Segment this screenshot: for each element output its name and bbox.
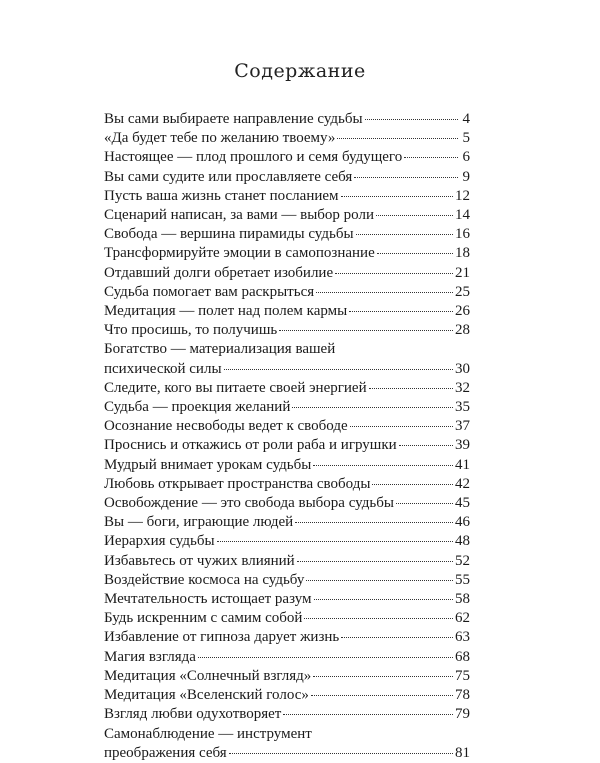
- toc-page-number: 16: [455, 226, 470, 243]
- toc-entry-continuation: [104, 744, 470, 763]
- dot-leader: [369, 388, 453, 389]
- toc-page-number: 46: [455, 514, 470, 531]
- page-title: Содержание: [234, 60, 366, 82]
- toc-page-number: 63: [455, 629, 470, 646]
- toc-entry: [104, 590, 470, 609]
- toc-page-number: 55: [455, 571, 470, 588]
- toc-page-number: 75: [455, 667, 470, 684]
- toc-entry: [104, 148, 470, 167]
- toc-entry-title: Медитация «Вселенский голос»: [104, 687, 309, 704]
- dot-leader: [229, 753, 453, 754]
- toc-entry: [104, 725, 470, 744]
- toc-page-number: 25: [455, 283, 470, 300]
- toc-entry-title: Иерархия судьбы: [104, 533, 215, 550]
- toc-page-number: 6: [462, 149, 470, 166]
- dot-leader: [372, 484, 453, 485]
- toc-page-number: 48: [455, 533, 470, 550]
- toc-entry-title: Сценарий написан, за вами — выбор роли: [104, 207, 374, 224]
- dot-leader: [283, 714, 453, 715]
- toc-entry: [104, 110, 470, 129]
- toc-entry-title-line2: преображения себя: [104, 744, 227, 761]
- toc-entry-title: Любовь открывает пространства свободы: [104, 475, 371, 492]
- dot-leader: [399, 445, 453, 446]
- toc-entry-title: Что просишь, то получишь: [104, 322, 278, 339]
- toc-entry: [104, 571, 470, 590]
- toc-entry-title: Вы — боги, играющие людей: [104, 514, 294, 531]
- dot-leader: [295, 522, 453, 523]
- toc-entry: [104, 302, 470, 321]
- toc-entry-title: Избавление от гипноза дарует жизнь: [104, 629, 340, 646]
- toc-entry-title: Свобода — вершина пирамиды судьбы: [104, 226, 354, 243]
- toc-page-number: 9: [462, 168, 470, 185]
- toc-page-number: 45: [455, 495, 470, 512]
- toc-entry: [104, 206, 470, 225]
- dot-leader: [341, 637, 453, 638]
- toc-entry-title: Пусть ваша жизнь станет посланием: [104, 187, 339, 204]
- toc-entry-continuation: [104, 360, 470, 379]
- toc-entry-title: Воздействие космоса на судьбу: [104, 571, 305, 588]
- toc-page-number: 12: [455, 187, 470, 204]
- toc-entry: [104, 398, 470, 417]
- toc-entry-title: Магия взгляда: [104, 648, 196, 665]
- dot-leader: [311, 695, 453, 696]
- toc-page-number: 62: [455, 610, 470, 627]
- toc-entry: [104, 340, 470, 359]
- dot-leader: [306, 580, 453, 581]
- dot-leader: [297, 561, 453, 562]
- toc-entry: [104, 436, 470, 455]
- toc-entry: [104, 628, 470, 647]
- dot-leader: [304, 618, 453, 619]
- toc-entry: [104, 129, 470, 148]
- toc-page-number: 41: [455, 456, 470, 473]
- toc-entry: [104, 244, 470, 263]
- toc-entry: [104, 475, 470, 494]
- toc-entry: [104, 494, 470, 513]
- dot-leader: [314, 599, 454, 600]
- toc-entry-title: Вы сами выбираете направление судьбы: [104, 111, 363, 127]
- dot-leader: [316, 292, 453, 293]
- toc-entry-title: Судьба — проекция желаний: [104, 399, 291, 416]
- toc-entry-title: «Да будет тебе по желанию твоему»: [104, 130, 336, 147]
- toc-page-number: 79: [455, 706, 470, 723]
- dot-leader: [365, 119, 458, 120]
- toc-entry-title: Богатство — материализация вашей: [104, 341, 336, 358]
- dot-leader: [313, 676, 453, 677]
- dot-leader: [350, 426, 453, 427]
- toc-entry-title: Медитация «Солнечный взгляд»: [104, 667, 312, 684]
- toc-entry-title: Трансформируйте эмоции в самопознание: [104, 245, 375, 262]
- toc-page-number: 39: [455, 437, 470, 454]
- toc-entry: [104, 187, 470, 206]
- toc-entry: [104, 532, 470, 551]
- toc-entry-title: Медитация — полет над полем кармы: [104, 303, 348, 320]
- toc-page-number: 81: [455, 744, 470, 761]
- toc-entry-title: Отдавший долги обретает изобилие: [104, 264, 334, 281]
- dot-leader: [313, 465, 453, 466]
- toc-entry: [104, 667, 470, 686]
- dot-leader: [224, 369, 453, 370]
- dot-leader: [279, 330, 453, 331]
- dot-leader: [354, 177, 458, 178]
- toc-entry-title: Избавьтесь от чужих влияний: [104, 552, 295, 569]
- toc-entry: [104, 225, 470, 244]
- toc-page-number: 52: [455, 552, 470, 569]
- toc-entry: [104, 552, 470, 571]
- toc-page-number: 58: [455, 591, 470, 608]
- toc-entry: [104, 705, 470, 724]
- toc-entry: [104, 648, 470, 667]
- toc-entry-title: Вы сами судите или прославляете себя: [104, 168, 353, 185]
- toc-entry: [104, 168, 470, 187]
- toc-entry-title-line2: психической силы: [104, 360, 222, 377]
- toc-page-number: 21: [455, 264, 470, 281]
- toc-page-number: 18: [455, 245, 470, 262]
- toc-entry: [104, 379, 470, 398]
- dot-leader: [217, 541, 453, 542]
- toc-entry: [104, 321, 470, 340]
- toc-entry: [104, 283, 470, 302]
- toc-entry-title: Мечтательность истощает разум: [104, 591, 312, 608]
- toc-page-number: 5: [462, 130, 470, 147]
- dot-leader: [335, 273, 453, 274]
- toc-entry-title: Взгляд любви одухотворяет: [104, 706, 282, 723]
- toc-entry: [104, 686, 470, 705]
- toc-entry: [104, 513, 470, 532]
- toc-entry-title: Осознание несвободы ведет к свободе: [104, 418, 348, 435]
- dot-leader: [337, 138, 458, 139]
- dot-leader: [404, 157, 458, 158]
- toc-page-number: 32: [455, 379, 470, 396]
- toc-entry: [104, 456, 470, 475]
- dot-leader: [376, 215, 453, 216]
- dot-leader: [198, 657, 453, 658]
- toc-page-number: 78: [455, 687, 470, 704]
- toc-page-number: 14: [455, 207, 470, 224]
- toc-page-number: 42: [455, 475, 470, 492]
- toc-page-number: 4: [462, 111, 470, 127]
- table-of-contents: [104, 110, 470, 763]
- toc-entry-title: Следите, кого вы питаете своей энергией: [104, 379, 367, 396]
- dot-leader: [396, 503, 453, 504]
- dot-leader: [341, 196, 453, 197]
- dot-leader: [292, 407, 453, 408]
- toc-page-number: 37: [455, 418, 470, 435]
- toc-entry-title: Мудрый внимает урокам судьбы: [104, 456, 312, 473]
- toc-entry-title: Проснись и откажись от роли раба и игрушки: [104, 437, 397, 454]
- toc-entry-title: Будь искренним с самим собой: [104, 610, 303, 627]
- toc-page-number: 26: [455, 303, 470, 320]
- toc-entry-title: Настоящее — плод прошлого и семя будущего: [104, 149, 403, 166]
- toc-entry-title: Судьба помогает вам раскрыться: [104, 283, 315, 300]
- toc-page-number: 68: [455, 648, 470, 665]
- dot-leader: [377, 253, 453, 254]
- toc-entry-title: Освобождение — это свобода выбора судьбы: [104, 495, 394, 512]
- toc-page-number: 30: [455, 360, 470, 377]
- toc-entry: [104, 609, 470, 628]
- toc-page-number: 35: [455, 399, 470, 416]
- toc-entry: [104, 417, 470, 436]
- dot-leader: [349, 311, 453, 312]
- toc-page-number: 28: [455, 322, 470, 339]
- dot-leader: [356, 234, 453, 235]
- toc-entry-title: Самонаблюдение — инструмент: [104, 725, 312, 742]
- toc-entry: [104, 264, 470, 283]
